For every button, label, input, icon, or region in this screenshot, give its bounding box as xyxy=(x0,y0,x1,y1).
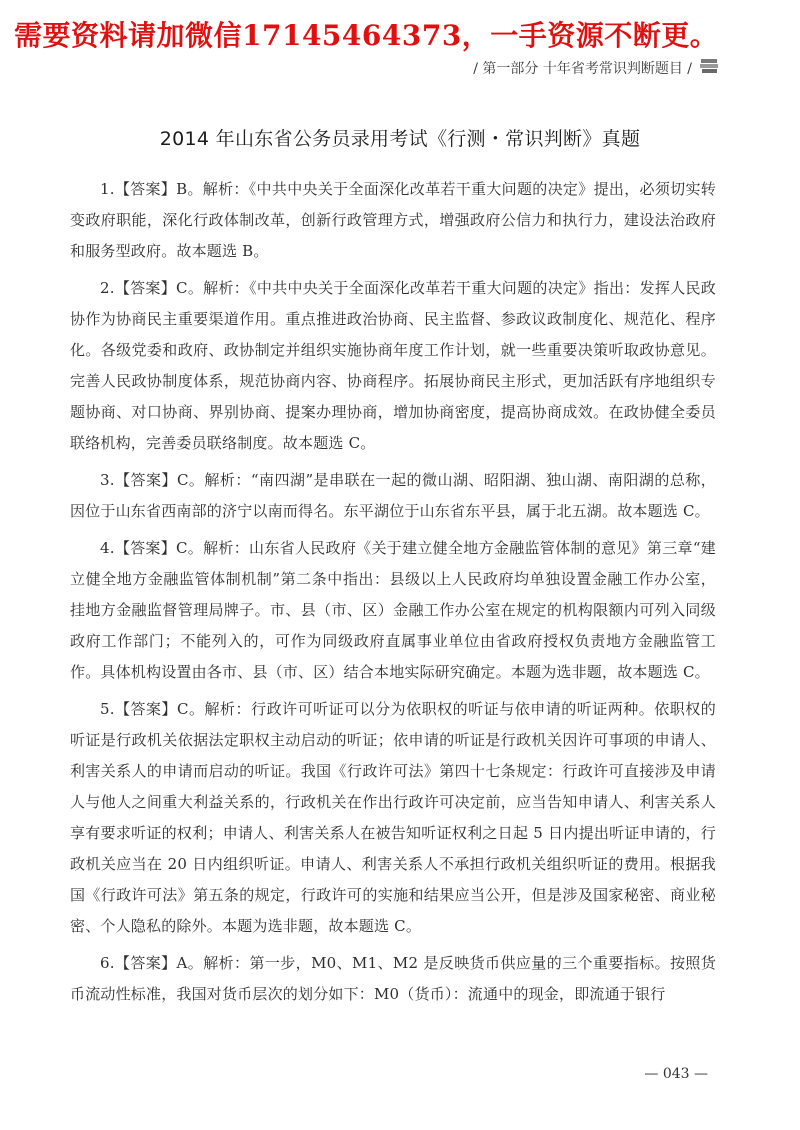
answer-item xyxy=(70,948,716,1010)
answer-item xyxy=(70,465,716,527)
book-stack-icon xyxy=(698,54,720,76)
answer-explanation: 解析：山东省人民政府《关于建立健全地方金融监管体制的意见》第三章“建立健全地方金融监管体制机制”第二条中指出：县级以上人民政府均单独设置金融工作办公室，挂地方金融监督管理局牌子。市、县（市、区）金融工作办公室在规定的机构限额内可列入同级政府工作部门；不能列入的，可作为同级政府直属事业单位由省政府授权负责地方金融监管工作。具体机构设置由各市、县（市、区）结合本地实际研究确定。本题为选非题，故本题选 C。 xyxy=(70,539,717,681)
answer-item xyxy=(70,533,716,688)
running-header: / 第一部分 十年省考常识判断题目 / xyxy=(473,61,692,77)
page-title: 2014 年山东省公务员录用考试《行测・常识判断》真题 xyxy=(159,128,641,150)
answer-item xyxy=(70,273,716,459)
answer-list xyxy=(70,174,716,1016)
answer-item xyxy=(70,174,716,267)
answer-explanation: 解析：第一步，M0、M1、M2 是反映货币供应量的三个重要指标。按照货币流动性标准，我国对货币层次的划分如下：M0（货币）：流通中的现金，即流通于银行 xyxy=(70,954,716,1003)
answer-explanation: 解析：《中共中央关于全面深化改革若干重大问题的决定》提出，必须切实转变政府职能，深化行政体制改革，创新行政管理方式，增强政府公信力和执行力，建设法治政府和服务型政府。故本题选 B。 xyxy=(70,180,717,260)
answer-label: 1.【答案】B。 xyxy=(100,180,203,198)
answer-label: 2.【答案】C。 xyxy=(100,279,204,297)
answer-label: 6.【答案】A。 xyxy=(100,954,204,972)
answer-label: 3.【答案】C。 xyxy=(100,471,205,489)
page-number: — 043 — xyxy=(644,1066,708,1082)
answer-label: 5.【答案】C。 xyxy=(100,700,205,718)
answer-explanation: 解析：《中共中央关于全面深化改革若干重大问题的决定》指出：发挥人民政协作为协商民主重要渠道作用。重点推进政治协商、民主监督、参政议政制度化、规范化、程序化。各级党委和政府、政协制定并组织实施协商年度工作计划，就一些重要决策听取政协意见。完善人民政协制度体系，规范协商内容、协商程序。拓展协商民主形式，更加活跃有序地组织专题协商、对口协商、界别协商、提案办理协商，增加协商密度，提高协商成效。在政协健全委员联络机构，完善委员联络制度。故本题选 C。 xyxy=(70,279,717,452)
answer-label: 4.【答案】C。 xyxy=(100,539,204,557)
answer-explanation: 解析：行政许可听证可以分为依职权的听证与依申请的听证两种。依职权的听证是行政机关依据法定职权主动启动的听证；依申请的听证是行政机关因许可事项的申请人、利害关系人的申请而启动的听证。我国《行政许可法》第四十七条规定：行政许可直接涉及申请人与他人之间重大利益关系的，行政机关在作出行政许可决定前，应当告知申请人、利害关系人享有要求听证的权利；申请人、利害关系人在被告知听证权利之日起 5 日内提出听证申请的，行政机关应当在 20 日内组织听证。申请人、利害关系人不承担行政机关组织听证的费用。根据我国《行政许可法》第五条的规定，行政许可的实施和结果应当公开，但是涉及国家秘密、商业秘密、个人隐私的除外。本题为选非题，故本题选 C。 xyxy=(70,700,716,935)
watermark-banner: 需要资料请加微信17145464373，一手资源不断更。 xyxy=(14,19,719,52)
answer-item xyxy=(70,694,716,942)
answer-explanation: 解析：“南四湖”是串联在一起的微山湖、昭阳湖、独山湖、南阳湖的总称，因位于山东省西南部的济宁以南而得名。东平湖位于山东省东平县，属于北五湖。故本题选 C。 xyxy=(70,471,717,520)
